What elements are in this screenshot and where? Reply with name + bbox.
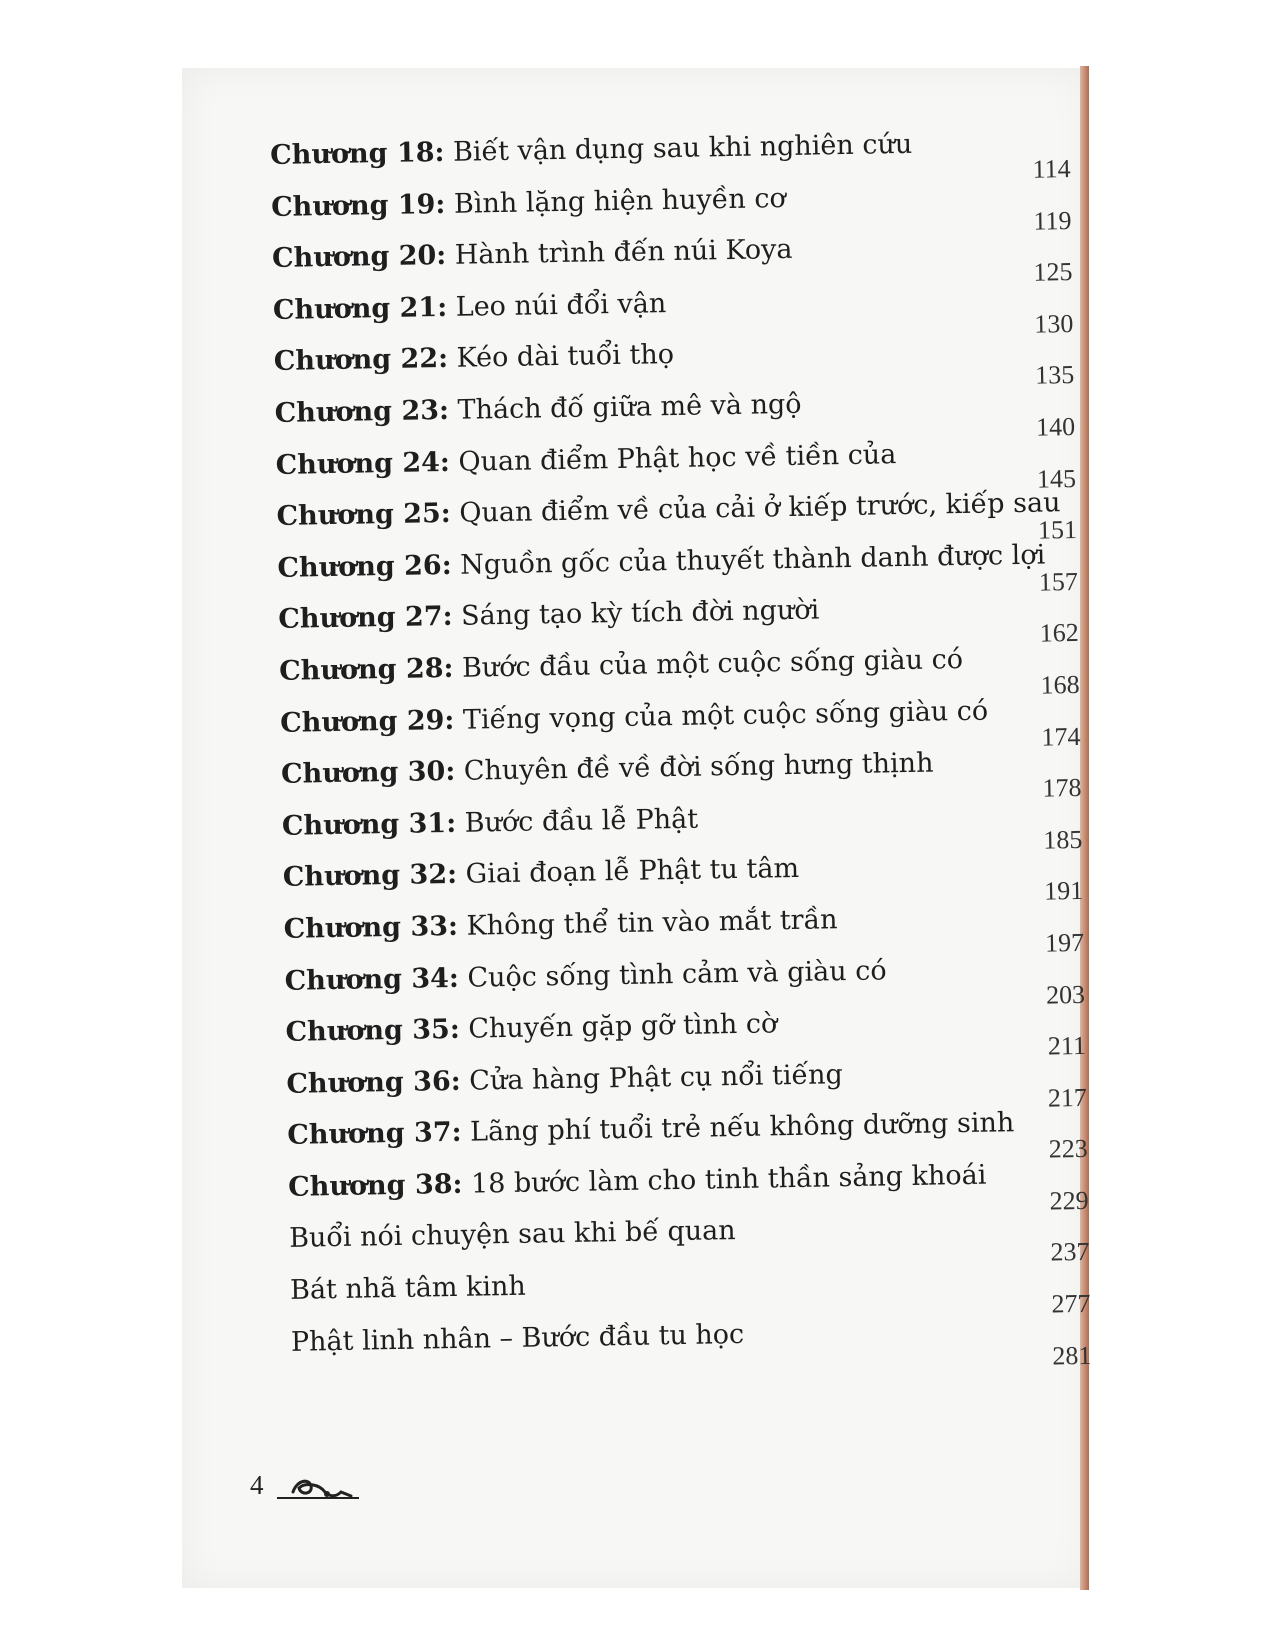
entry-prefix: Chương 33: (283, 910, 459, 945)
entry-label (273, 288, 667, 326)
entry-prefix: Chương 37: (287, 1117, 462, 1152)
entry-page: 140 (1035, 411, 1076, 442)
entry-title: Quan điểm Phật học về tiền của (458, 438, 897, 478)
entry-prefix: Chương 30: (280, 755, 456, 791)
entry-title: Không thể tin vào mắt trần (466, 904, 838, 942)
entry-page: 162 (1039, 618, 1079, 648)
entry-page: 223 (1048, 1134, 1088, 1164)
entry-page: 277 (1051, 1288, 1091, 1319)
entry-title: Cuộc sống tình cảm và giàu có (467, 954, 887, 994)
entry-label (274, 339, 675, 377)
entry-prefix: Chương 38: (288, 1168, 463, 1203)
entry-label (291, 1319, 745, 1358)
entry-title: Bát nhã tâm kinh (289, 1270, 527, 1306)
entry-title: Hành trình đến núi Koya (454, 234, 793, 271)
entry-page: 130 (1034, 308, 1074, 339)
entry-title: Bước đầu lễ Phật (464, 803, 699, 839)
entry-title: Lãng phí tuổi trẻ nếu không dưỡng sinh (469, 1107, 1015, 1148)
entry-prefix: Chương 27: (278, 601, 453, 636)
entry-page: 203 (1045, 979, 1086, 1010)
entry-title: Chuyên đề về đời sống hưng thịnh (463, 747, 934, 787)
entry-prefix: Chương 21: (272, 291, 448, 326)
entry-prefix: Chương 23: (274, 394, 450, 429)
entry-page: 237 (1050, 1237, 1090, 1268)
entry-page: 168 (1040, 669, 1080, 700)
entry-page: 125 (1033, 257, 1073, 287)
entry-title: Thách đố giữa mê và ngộ (457, 388, 802, 426)
entry-prefix: Chương 20: (271, 240, 447, 275)
entry-page: 197 (1044, 927, 1085, 958)
entry-page: 211 (1047, 1030, 1087, 1061)
entry-prefix: Chương 34: (284, 962, 460, 997)
entry-page: 157 (1038, 566, 1079, 597)
entry-page: 145 (1036, 463, 1077, 494)
entry-title: Biết vận dụng sau khi nghiên cứu (452, 128, 913, 168)
entry-title: Giai đoạn lễ Phật tu tâm (465, 853, 800, 891)
entry-title: Chuyến gặp gỡ tình cờ (468, 1008, 778, 1045)
entry-title: Kéo dài tuổi thọ (456, 339, 675, 375)
entry-title: Bình lặng hiện huyền cơ (453, 182, 786, 220)
table-of-contents (270, 126, 1091, 1378)
entry-page: 185 (1043, 824, 1083, 855)
entry-title: Leo núi đổi vận (455, 287, 667, 323)
entry-page: 281 (1052, 1340, 1092, 1371)
entry-prefix: Chương 24: (275, 446, 451, 481)
entry-title: Sáng tạo kỳ tích đời người (460, 594, 820, 633)
entry-prefix: Chương 36: (286, 1065, 461, 1100)
entry-title: Phật linh nhân – Bước đầu tu học (290, 1318, 745, 1358)
entry-page: 135 (1034, 360, 1075, 391)
entry-page: 191 (1043, 876, 1084, 906)
entry-label (282, 803, 699, 841)
entry-title: Nguồn gốc của thuyết thành danh được lợi (459, 539, 1046, 581)
entry-label (290, 1271, 526, 1306)
entry-label (289, 1216, 736, 1255)
flourish-ornament-icon (275, 1470, 365, 1506)
entry-prefix: Chương 18: (270, 136, 445, 171)
entry-page: 174 (1041, 721, 1081, 752)
entry-prefix: Chương 32: (282, 859, 458, 894)
entry-prefix: Chương 26: (277, 549, 452, 584)
page-number: 4 (250, 1470, 264, 1500)
entry-page: 178 (1042, 773, 1082, 803)
entry-page: 217 (1047, 1082, 1088, 1113)
entry-prefix: Chương 29: (279, 704, 455, 739)
entry-title: Buổi nói chuyện sau khi bế quan (288, 1215, 736, 1255)
entry-page: 114 (1032, 154, 1071, 184)
entry-prefix: Chương 28: (279, 652, 454, 687)
entry-page: 119 (1033, 205, 1072, 236)
entry-prefix: Chương 31: (281, 807, 457, 842)
entry-title: Quan điểm về của cải ở kiếp trước, kiếp sau (459, 487, 1061, 529)
entry-title: Tiếng vọng của một cuộc sống giàu có (462, 695, 989, 736)
entry-prefix: Chương 19: (270, 188, 446, 223)
entry-prefix: Chương 22: (273, 343, 449, 378)
entry-prefix: Chương 25: (276, 498, 452, 533)
entry-title: Cửa hàng Phật cụ nổi tiếng (468, 1058, 844, 1097)
entry-page: 229 (1049, 1185, 1089, 1216)
entry-prefix: Chương 35: (285, 1013, 461, 1048)
entry-page: 151 (1037, 515, 1078, 545)
entry-title: 18 bước làm cho tinh thần sảng khoái (470, 1159, 987, 1200)
entry-title: Bước đầu của một cuộc sống giàu có (461, 643, 964, 684)
